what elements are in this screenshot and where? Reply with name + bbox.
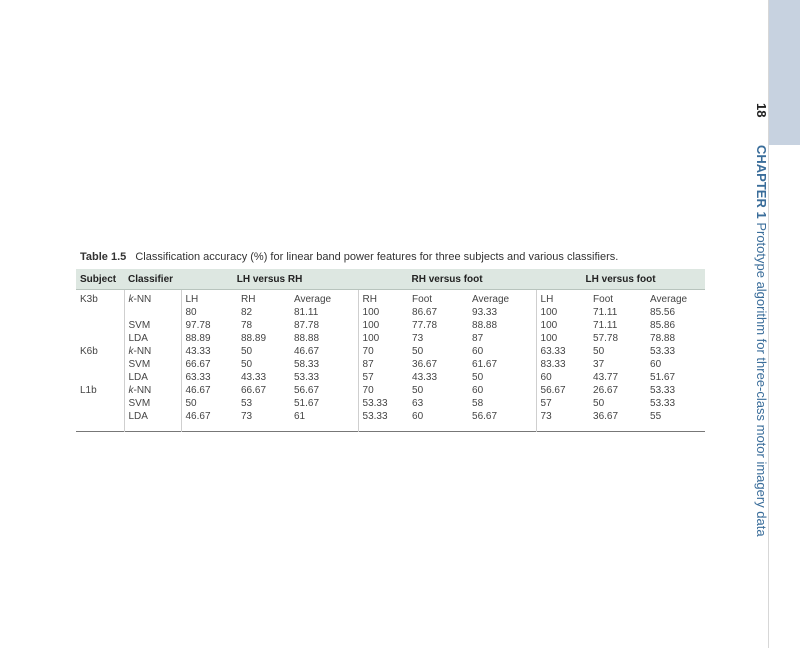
table-row (76, 384, 705, 397)
value-cell: 93.33 (472, 307, 498, 318)
subject-cell (76, 358, 124, 371)
value-cell: 53 (241, 398, 253, 409)
value-cell: Average (294, 294, 332, 305)
classifier-cell: LDA (124, 410, 181, 427)
table-row (76, 397, 705, 410)
value-cell: 56.67 (294, 385, 320, 396)
classifier-cell: SVM (124, 358, 181, 371)
value-cell: 55 (650, 411, 662, 422)
value-cell: 83.33 (536, 358, 589, 371)
spacer-cell (76, 427, 124, 432)
subject-cell (76, 306, 124, 319)
value-cell: 88.88 (472, 320, 498, 331)
table-row (76, 332, 705, 345)
value-cell: 57 (358, 371, 408, 384)
value-cell: 50 (593, 398, 605, 409)
subject-cell (76, 371, 124, 384)
table-caption-text: Classification accuracy (%) for linear band power features for three subjects and various classifiers. (135, 251, 619, 263)
value-cell: 46.67 (181, 384, 237, 397)
value-cell: 26.67 (593, 385, 619, 396)
table-label: Table 1.5 (80, 251, 127, 263)
classifier-cell: LDA (124, 332, 181, 345)
subject-cell: K3b (80, 294, 98, 305)
value-cell: 37 (593, 359, 605, 370)
value-cell: 60 (412, 411, 424, 422)
table-row (76, 358, 705, 371)
value-cell: Average (472, 294, 510, 305)
page-number: 18 (754, 103, 769, 118)
value-cell: 71.11 (593, 320, 618, 331)
value-cell: 85.56 (650, 307, 676, 318)
value-cell: 100 (536, 332, 589, 345)
value-cell: 80 (181, 306, 237, 319)
value-cell: 70 (358, 345, 408, 358)
classifier-cell: k-NN (124, 290, 181, 307)
value-cell: 88.88 (294, 333, 320, 344)
table-row (76, 319, 705, 332)
classification-accuracy-table (76, 269, 705, 432)
table-body (76, 290, 705, 432)
table-row (76, 410, 705, 427)
chapter-label: CHAPTER 1 (754, 145, 769, 219)
value-cell: LH (181, 290, 237, 307)
subject-cell (76, 332, 124, 345)
value-cell: 43.33 (241, 372, 267, 383)
subject-cell (76, 397, 124, 410)
table-bottom-spacer (76, 427, 705, 432)
table-row (76, 306, 705, 319)
spacer-cell (468, 427, 536, 432)
value-cell: 78 (241, 320, 253, 331)
value-cell: Foot (412, 294, 433, 305)
value-cell: 53.33 (650, 346, 676, 357)
spacer-cell (124, 427, 181, 432)
value-cell: 60 (472, 385, 484, 396)
value-cell: 57 (536, 397, 589, 410)
value-cell: 88.89 (241, 333, 267, 344)
value-cell: 53.33 (294, 372, 320, 383)
spacer-cell (536, 427, 589, 432)
value-cell: 50 (472, 372, 484, 383)
value-cell: 100 (536, 306, 589, 319)
value-cell: 50 (241, 359, 253, 370)
value-cell: Average (650, 294, 688, 305)
spacer-cell (646, 427, 705, 432)
value-cell: 71.11 (593, 307, 618, 318)
value-cell: 78.88 (650, 333, 676, 344)
header-classifier: Classifier (124, 269, 181, 290)
chapter-thumb-tab (769, 0, 800, 145)
value-cell: 77.78 (412, 320, 438, 331)
value-cell: 73 (536, 410, 589, 427)
value-cell: 60 (472, 346, 484, 357)
table-row (76, 345, 705, 358)
value-cell: 81.11 (294, 307, 319, 318)
header-subject: Subject (76, 269, 124, 290)
value-cell: 63.33 (181, 371, 237, 384)
classifier-cell: SVM (124, 397, 181, 410)
classifier-cell: LDA (124, 371, 181, 384)
value-cell: 87 (472, 333, 484, 344)
value-cell: 53.33 (650, 385, 676, 396)
value-cell: 36.67 (412, 359, 438, 370)
table-row (76, 371, 705, 384)
value-cell: 50 (593, 346, 605, 357)
value-cell: 61.67 (472, 359, 498, 370)
value-cell: 100 (358, 332, 408, 345)
header-group-lh-vs-rh: LH versus RH (181, 269, 358, 290)
value-cell: 51.67 (294, 398, 320, 409)
table-caption (80, 251, 720, 263)
value-cell: 100 (358, 319, 408, 332)
value-cell: 100 (536, 319, 589, 332)
value-cell: 60 (536, 371, 589, 384)
value-cell: 50 (412, 385, 424, 396)
value-cell: 87 (358, 358, 408, 371)
value-cell: RH (358, 290, 408, 307)
value-cell: 51.67 (650, 372, 676, 383)
value-cell: 43.33 (181, 345, 237, 358)
value-cell: 61 (294, 411, 306, 422)
value-cell: 58 (472, 398, 484, 409)
classifier-cell (124, 306, 181, 319)
spacer-cell (290, 427, 358, 432)
value-cell: 57.78 (593, 333, 619, 344)
value-cell: 63.33 (536, 345, 589, 358)
spacer-cell (237, 427, 290, 432)
value-cell: 58.33 (294, 359, 320, 370)
value-cell: 60 (650, 359, 662, 370)
value-cell: 46.67 (294, 346, 320, 357)
table-row (76, 290, 705, 307)
value-cell: 73 (412, 333, 424, 344)
classifier-cell: SVM (124, 319, 181, 332)
classifier-cell: k-NN (124, 384, 181, 397)
value-cell: 66.67 (181, 358, 237, 371)
value-cell: 73 (241, 411, 253, 422)
value-cell: 50 (241, 346, 253, 357)
value-cell: 36.67 (593, 411, 619, 422)
value-cell: 46.67 (181, 410, 237, 427)
value-cell: 53.33 (650, 398, 676, 409)
value-cell: 56.67 (536, 384, 589, 397)
value-cell: Foot (593, 294, 614, 305)
subject-cell: L1b (80, 385, 97, 396)
spacer-cell (358, 427, 408, 432)
subject-cell (76, 410, 124, 427)
spacer-cell (408, 427, 468, 432)
value-cell: 88.89 (181, 332, 237, 345)
value-cell: 56.67 (472, 411, 498, 422)
value-cell: 50 (181, 397, 237, 410)
value-cell: LH (536, 290, 589, 307)
header-group-rh-vs-foot: RH versus foot (358, 269, 536, 290)
spacer-cell (181, 427, 237, 432)
table-header-row (76, 269, 705, 290)
value-cell: 50 (412, 346, 424, 357)
value-cell: 53.33 (358, 410, 408, 427)
value-cell: 97.78 (181, 319, 237, 332)
classifier-cell: k-NN (124, 345, 181, 358)
value-cell: 87.78 (294, 320, 320, 331)
value-cell: 100 (358, 306, 408, 319)
value-cell: RH (241, 294, 256, 305)
value-cell: 85.86 (650, 320, 676, 331)
value-cell: 63 (412, 398, 424, 409)
value-cell: 53.33 (358, 397, 408, 410)
chapter-title: Prototype algorithm for three-class motor imagery data (754, 222, 769, 537)
subject-cell (76, 319, 124, 332)
running-title (752, 145, 770, 537)
value-cell: 82 (241, 307, 253, 318)
value-cell: 43.77 (593, 372, 619, 383)
header-group-lh-vs-foot: LH versus foot (536, 269, 705, 290)
subject-cell: K6b (80, 346, 98, 357)
value-cell: 86.67 (412, 307, 438, 318)
spacer-cell (589, 427, 646, 432)
value-cell: 70 (358, 384, 408, 397)
value-cell: 43.33 (412, 372, 438, 383)
running-head (752, 103, 770, 537)
value-cell: 66.67 (241, 385, 267, 396)
